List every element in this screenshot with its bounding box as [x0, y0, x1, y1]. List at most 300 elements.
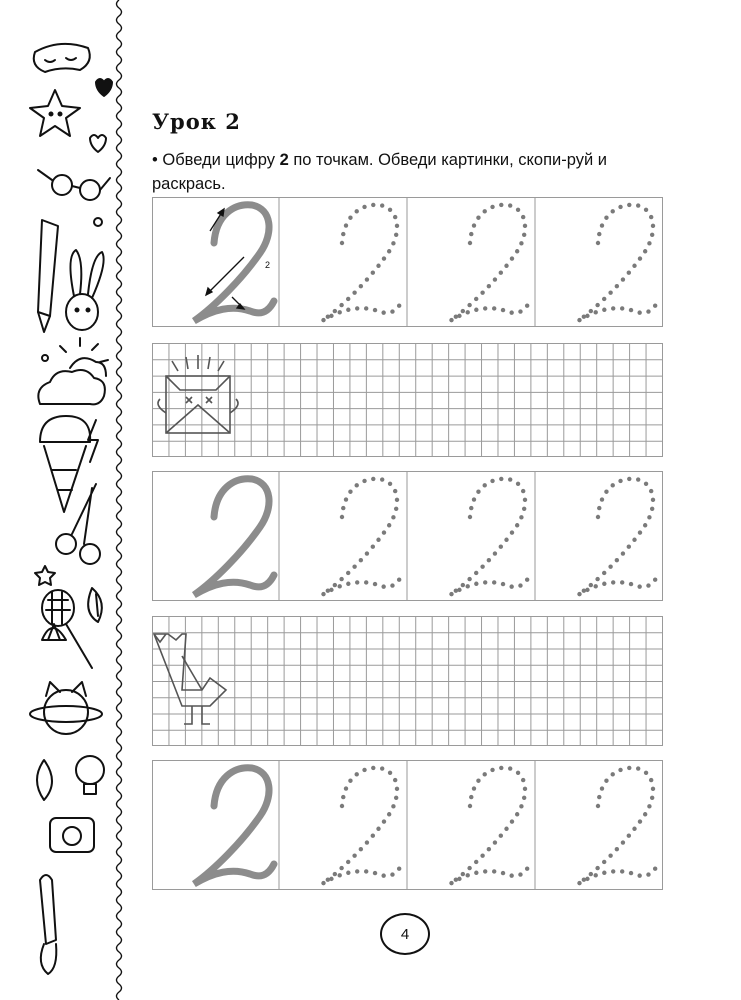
- trace-dot: [611, 483, 615, 487]
- trace-dot: [644, 771, 648, 775]
- trace-dot: [329, 314, 333, 318]
- trace-dot: [476, 490, 480, 494]
- trace-dot: [483, 483, 487, 487]
- trace-dot: [388, 482, 392, 486]
- trace-dot: [371, 271, 375, 275]
- trace-dot: [395, 787, 399, 791]
- tracing-grid: [152, 760, 663, 890]
- trace-dot: [515, 523, 519, 527]
- trace-dot: [650, 796, 654, 800]
- trace-dot: [466, 873, 470, 877]
- trace-dot: [594, 310, 598, 314]
- trace-dot: [340, 241, 344, 245]
- trace-dot: [393, 489, 397, 493]
- trace-dot: [348, 779, 352, 783]
- trace-dot: [333, 309, 337, 313]
- square-grid: [152, 343, 663, 457]
- trace-dot: [649, 215, 653, 219]
- trace-dot: [382, 819, 386, 823]
- lightning-icon: [88, 420, 98, 462]
- trace-dot: [376, 264, 380, 268]
- trace-dot: [355, 580, 359, 584]
- trace-dot: [608, 564, 612, 568]
- trace-dot: [627, 834, 631, 838]
- trace-dot: [476, 779, 480, 783]
- trace-dot: [651, 224, 655, 228]
- trace-dot: [516, 482, 520, 486]
- trace-dot: [611, 306, 615, 310]
- trace-dot: [518, 583, 522, 587]
- trace-dot: [461, 583, 465, 587]
- trace-dot: [611, 580, 615, 584]
- trace-dot: [341, 232, 345, 236]
- trace-dot: [647, 241, 651, 245]
- trace-dot: [618, 768, 622, 772]
- trace-dot: [490, 479, 494, 483]
- trace-dot: [646, 309, 650, 313]
- glasses-icon: [38, 170, 110, 200]
- trace-dot: [523, 498, 527, 502]
- trace-dot: [344, 786, 348, 790]
- instruction-part-2: по точкам. Обведи картинки, скопи-руй и раскрась.: [152, 151, 607, 193]
- trace-dot: [359, 284, 363, 288]
- trace-dot: [394, 507, 398, 511]
- dotted-digit-copies: [321, 766, 657, 886]
- tracing-row: [152, 197, 663, 327]
- trace-dot: [457, 588, 461, 592]
- trace-dot: [380, 203, 384, 207]
- trace-dot: [339, 866, 343, 870]
- trace-dot: [393, 215, 397, 219]
- square-grid: [152, 616, 663, 746]
- trace-dot: [637, 584, 641, 588]
- trace-dot: [637, 873, 641, 877]
- sleep-mask-icon: [34, 44, 90, 72]
- trace-dot: [577, 318, 581, 322]
- trace-dot: [647, 515, 651, 519]
- trace-dot: [643, 812, 647, 816]
- trace-dot: [449, 318, 453, 322]
- trace-dot: [522, 233, 526, 237]
- trace-dot: [525, 578, 529, 582]
- dotted-digit-copies: [321, 477, 657, 597]
- trace-dot: [393, 778, 397, 782]
- trace-dot: [501, 871, 505, 875]
- trace-dot: [595, 303, 599, 307]
- trace-dot: [521, 778, 525, 782]
- trace-dot: [346, 582, 350, 586]
- trace-dot: [504, 827, 508, 831]
- trace-dot: [643, 523, 647, 527]
- trace-dot: [638, 256, 642, 260]
- trace-dot: [397, 867, 401, 871]
- trace-dot: [629, 871, 633, 875]
- trace-dot: [649, 778, 653, 782]
- trace-dot: [321, 592, 325, 596]
- trace-dot: [510, 530, 514, 534]
- trace-dot: [340, 804, 344, 808]
- trace-dot: [329, 588, 333, 592]
- trace-dot: [483, 580, 487, 584]
- trace-dot: [382, 256, 386, 260]
- trace-dot: [647, 804, 651, 808]
- trace-dot: [362, 205, 366, 209]
- trace-dot: [523, 224, 527, 228]
- trace-dot: [365, 840, 369, 844]
- trace-dot: [509, 584, 513, 588]
- trace-dot: [487, 558, 491, 562]
- trace-dot: [504, 538, 508, 542]
- trace-dot: [492, 306, 496, 310]
- trace-dot: [344, 497, 348, 501]
- trace-dot: [352, 853, 356, 857]
- trace-dot: [577, 881, 581, 885]
- trace-dot: [596, 241, 600, 245]
- trace-dot: [638, 819, 642, 823]
- trace-dot: [521, 215, 525, 219]
- trace-dot: [595, 577, 599, 581]
- trace-dot: [518, 872, 522, 876]
- trace-dot: [355, 306, 359, 310]
- bunny-icon: [66, 250, 104, 330]
- trace-dot: [627, 477, 631, 481]
- trace-dot: [589, 583, 593, 587]
- trace-dot: [525, 867, 529, 871]
- trace-dot: [627, 271, 631, 275]
- trace-dot: [509, 310, 513, 314]
- cat-planet-icon: [30, 682, 102, 734]
- trace-dot: [449, 881, 453, 885]
- trace-dot: [594, 873, 598, 877]
- trace-dot: [493, 551, 497, 555]
- trace-dot: [627, 203, 631, 207]
- trace-dot: [646, 872, 650, 876]
- trace-dot: [355, 209, 359, 213]
- trace-dot: [373, 582, 377, 586]
- trace-dot: [387, 249, 391, 253]
- trace-dot: [519, 804, 523, 808]
- camera-icon: [50, 818, 94, 852]
- trace-dot: [577, 592, 581, 596]
- trace-dot: [472, 497, 476, 501]
- trace-dot: [467, 866, 471, 870]
- leaf-icon: [88, 588, 102, 622]
- trace-dot: [493, 277, 497, 281]
- trace-dot: [508, 766, 512, 770]
- trace-dot: [589, 872, 593, 876]
- tracing-grid: [152, 197, 663, 327]
- dot-icon: [94, 218, 102, 226]
- trace-dot: [600, 497, 604, 501]
- trace-dot: [344, 223, 348, 227]
- wavy-divider: [112, 0, 126, 1000]
- trace-dot: [346, 571, 350, 575]
- trace-dot: [499, 834, 503, 838]
- trace-dot: [611, 869, 615, 873]
- trace-dot: [359, 847, 363, 851]
- trace-dot: [499, 545, 503, 549]
- trace-dot: [516, 208, 520, 212]
- trace-dot: [653, 304, 657, 308]
- sample-digit-two: [194, 205, 274, 321]
- trace-dot: [467, 577, 471, 581]
- trace-dot: [650, 233, 654, 237]
- trace-dot: [340, 515, 344, 519]
- trace-dot: [600, 786, 604, 790]
- trace-dot: [381, 310, 385, 314]
- trace-dot: [373, 308, 377, 312]
- trace-dot: [365, 551, 369, 555]
- trace-dot: [339, 303, 343, 307]
- trace-dot: [653, 867, 657, 871]
- trace-dot: [373, 871, 377, 875]
- trace-dot: [480, 853, 484, 857]
- trace-dot: [348, 490, 352, 494]
- trace-dot: [636, 477, 640, 481]
- trace-dot: [602, 582, 606, 586]
- trace-dot: [395, 224, 399, 228]
- trace-dot: [381, 873, 385, 877]
- trace-dot: [371, 834, 375, 838]
- trace-dot: [467, 303, 471, 307]
- trace-dot: [362, 768, 366, 772]
- dotted-digit-copies: [321, 203, 657, 323]
- trace-dot: [397, 304, 401, 308]
- trace-dot: [362, 479, 366, 483]
- trace-dot: [449, 592, 453, 596]
- trace-dot: [585, 877, 589, 881]
- trace-dot: [341, 795, 345, 799]
- tracing-row: [152, 760, 663, 890]
- trace-dot: [346, 297, 350, 301]
- trace-dot: [333, 872, 337, 876]
- trace-dot: [608, 853, 612, 857]
- trace-dot: [394, 796, 398, 800]
- brush-icon: [40, 875, 56, 974]
- trace-dot: [371, 766, 375, 770]
- trace-dot: [615, 558, 619, 562]
- trace-dot: [638, 530, 642, 534]
- trace-dot: [490, 205, 494, 209]
- trace-dot: [615, 284, 619, 288]
- goose-icon: [154, 634, 226, 724]
- trace-dot: [522, 507, 526, 511]
- trace-dot: [472, 223, 476, 227]
- trace-dot: [346, 308, 350, 312]
- trace-dot: [602, 571, 606, 575]
- trace-dot: [394, 233, 398, 237]
- trace-dot: [341, 506, 345, 510]
- trace-dot: [629, 582, 633, 586]
- trace-dot: [376, 827, 380, 831]
- instruction-part-1: Обведи цифру: [162, 151, 280, 169]
- trace-dot: [618, 479, 622, 483]
- scissors-icon: [56, 484, 100, 564]
- trace-dot: [474, 860, 478, 864]
- trace-dot: [364, 869, 368, 873]
- trace-dot: [390, 309, 394, 313]
- trace-dot: [474, 297, 478, 301]
- trace-dot: [469, 795, 473, 799]
- trace-dot: [480, 564, 484, 568]
- trace-dot: [629, 308, 633, 312]
- trace-dot: [474, 308, 478, 312]
- trace-dot: [483, 772, 487, 776]
- pencil-icon: [38, 220, 58, 332]
- trace-dot: [474, 571, 478, 575]
- trace-dot: [644, 482, 648, 486]
- trace-dot: [364, 580, 368, 584]
- star-small-icon: [35, 566, 55, 585]
- trace-dot: [627, 766, 631, 770]
- trace-dot: [651, 498, 655, 502]
- trace-dot: [355, 483, 359, 487]
- trace-dot: [397, 578, 401, 582]
- trace-dot: [472, 786, 476, 790]
- trace-dot: [321, 318, 325, 322]
- copy-grid-panel: [152, 616, 663, 746]
- trace-dot: [468, 515, 472, 519]
- trace-dot: [321, 881, 325, 885]
- trace-dot: [371, 545, 375, 549]
- trace-dot: [466, 584, 470, 588]
- stroke-order-label: 2: [265, 260, 271, 270]
- trace-dot: [521, 489, 525, 493]
- trace-dot: [602, 308, 606, 312]
- heart-icon: [96, 79, 112, 96]
- trace-dot: [523, 787, 527, 791]
- trace-dot: [615, 847, 619, 851]
- trace-dot: [620, 306, 624, 310]
- trace-dot: [643, 249, 647, 253]
- trace-dot: [390, 872, 394, 876]
- trace-dot: [352, 564, 356, 568]
- trace-dot: [387, 523, 391, 527]
- trace-dot: [461, 309, 465, 313]
- trace-dot: [518, 309, 522, 313]
- trace-dot: [525, 304, 529, 308]
- trace-dot: [604, 216, 608, 220]
- trace-dot: [515, 812, 519, 816]
- trace-dot: [388, 208, 392, 212]
- trace-dot: [608, 290, 612, 294]
- trace-dot: [596, 804, 600, 808]
- trace-dot: [365, 277, 369, 281]
- trace-dot: [499, 766, 503, 770]
- trace-dot: [516, 771, 520, 775]
- trace-dot: [649, 489, 653, 493]
- trace-dot: [376, 538, 380, 542]
- trace-dot: [468, 241, 472, 245]
- trace-dot: [602, 871, 606, 875]
- trace-dot: [653, 578, 657, 582]
- trace-dot: [604, 779, 608, 783]
- trace-dot: [474, 871, 478, 875]
- trace-dot: [651, 787, 655, 791]
- decorative-margin: [0, 0, 122, 1000]
- trace-dot: [382, 530, 386, 534]
- trace-dot: [461, 872, 465, 876]
- trace-dot: [371, 477, 375, 481]
- trace-dot: [646, 583, 650, 587]
- trace-dot: [636, 766, 640, 770]
- trace-dot: [390, 583, 394, 587]
- trace-dot: [618, 205, 622, 209]
- trace-dot: [348, 216, 352, 220]
- tracing-row: [152, 471, 663, 601]
- trace-dot: [510, 256, 514, 260]
- trace-dot: [480, 290, 484, 294]
- lesson-title: Урок 2: [152, 109, 241, 134]
- trace-dot: [391, 804, 395, 808]
- trace-dot: [388, 771, 392, 775]
- trace-dot: [352, 290, 356, 294]
- trace-dot: [346, 871, 350, 875]
- trace-dot: [627, 545, 631, 549]
- trace-dot: [611, 209, 615, 213]
- trace-dot: [585, 588, 589, 592]
- trace-dot: [515, 249, 519, 253]
- trace-dot: [469, 506, 473, 510]
- trace-dot: [333, 583, 337, 587]
- trace-dot: [637, 310, 641, 314]
- sample-digit-two: [194, 768, 274, 884]
- trace-dot: [602, 297, 606, 301]
- trace-dot: [487, 847, 491, 851]
- trace-dot: [338, 310, 342, 314]
- trace-dot: [346, 860, 350, 864]
- trace-dot: [493, 840, 497, 844]
- trace-dot: [508, 203, 512, 207]
- instruction-digit: 2: [279, 151, 289, 169]
- trace-dot: [395, 498, 399, 502]
- trace-dot: [504, 264, 508, 268]
- trace-dot: [600, 223, 604, 227]
- trace-dot: [589, 309, 593, 313]
- trace-dot: [621, 840, 625, 844]
- face-square-icon: [158, 355, 238, 433]
- trace-dot: [632, 264, 636, 268]
- trace-dot: [381, 584, 385, 588]
- trace-dot: [594, 584, 598, 588]
- sun-cloud-icon: [38, 338, 108, 404]
- trace-dot: [510, 819, 514, 823]
- trace-dot: [338, 584, 342, 588]
- trace-dot: [620, 580, 624, 584]
- trace-dot: [509, 873, 513, 877]
- trace-dot: [380, 477, 384, 481]
- light-bulb-icon: [76, 756, 104, 794]
- trace-dot: [483, 306, 487, 310]
- trace-dot: [522, 796, 526, 800]
- trace-dot: [387, 812, 391, 816]
- copy-grid-panel: [152, 343, 663, 457]
- trace-dot: [474, 582, 478, 586]
- trace-dot: [364, 306, 368, 310]
- trace-dot: [469, 232, 473, 236]
- trace-dot: [338, 873, 342, 877]
- tracing-grid: [152, 471, 663, 601]
- sample-digit-two: [194, 479, 274, 595]
- trace-dot: [597, 795, 601, 799]
- trace-dot: [596, 515, 600, 519]
- trace-dot: [632, 827, 636, 831]
- trace-dot: [476, 216, 480, 220]
- trace-dot: [585, 314, 589, 318]
- trace-dot: [499, 203, 503, 207]
- trace-dot: [359, 558, 363, 562]
- trace-dot: [501, 308, 505, 312]
